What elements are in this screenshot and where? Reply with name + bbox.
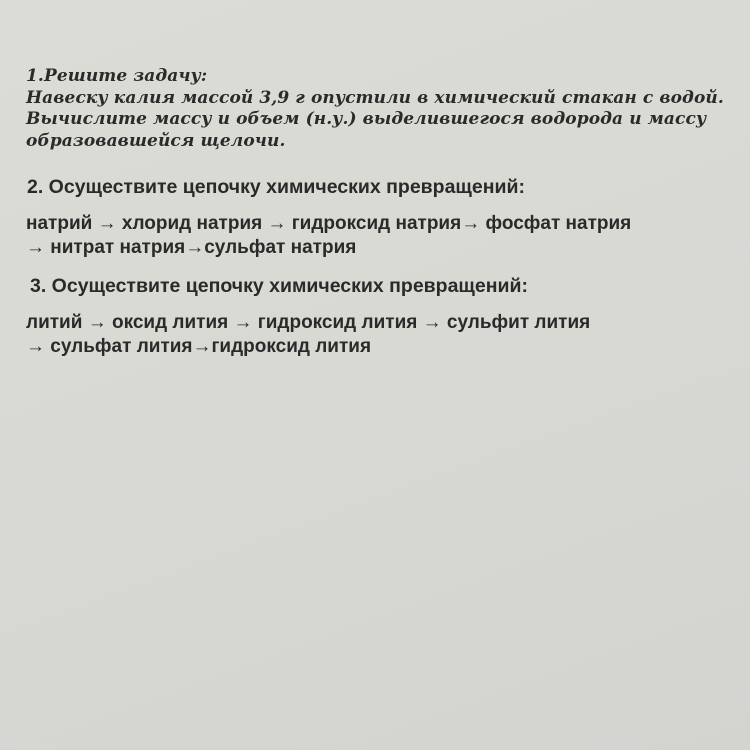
- task-2-title: 2. Осуществите цепочку химических превращений:: [27, 176, 525, 198]
- task-1-text-line: Вычислите массу и объем (н.у.) выделившегося водорода и массу: [26, 109, 707, 129]
- task-1-text-line: образовавшейся щелочи.: [26, 130, 286, 151]
- task-1-text-line: Навеску калия массой 3,9 г опустили в химический стакан с водой.: [26, 87, 724, 108]
- task-2-chain-line: натрий → хлорид натрия → гидроксид натрия→ фосфат натрия: [26, 213, 632, 234]
- task-3-title: 3. Осуществите цепочку химических превращений:: [30, 275, 528, 297]
- task-3-chain: [26, 311, 590, 359]
- task-3-chain-line: литий → оксид лития → гидроксид лития → сульфит лития: [26, 312, 591, 333]
- task-2-chain: [26, 212, 631, 260]
- task-1-block: [26, 66, 726, 152]
- task-2-chain-line: → нитрат натрия→сульфат натрия: [26, 237, 357, 258]
- task-1-heading: 1.Решите задачу:: [26, 66, 208, 86]
- task-3-chain-line: → сульфат лития→гидроксид лития: [26, 336, 372, 357]
